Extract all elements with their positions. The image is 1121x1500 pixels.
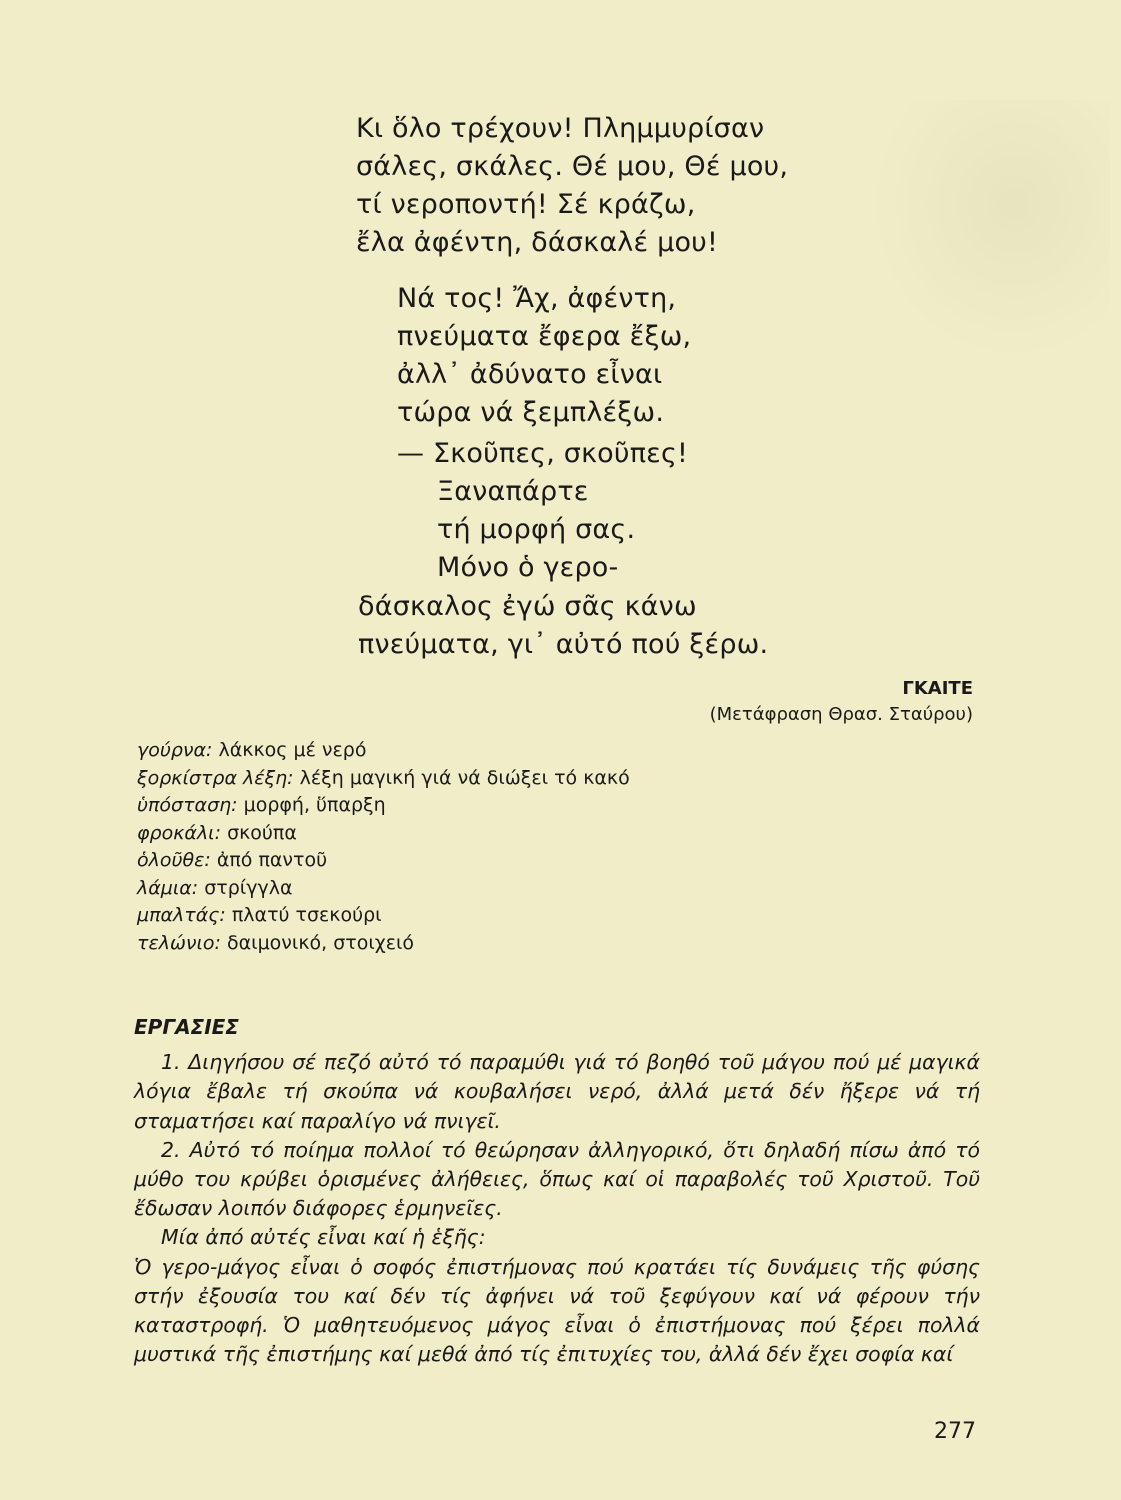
- glossary-term: φροκάλι:: [137, 821, 222, 844]
- glossary-term: ὁλοῦθε:: [137, 849, 211, 871]
- exercise-item-1: 1. Διηγήσου σέ πεζό αὐτό τό παραμύθι γιά τό βοηθό τοῦ μάγου πού μέ μαγικά λόγια ἔβαλε τή σκούπα νά κουβαλήσει νερό, ἀλλά μετά δέν ἤξερε νά τή σταματήσει καί παραλίγο νά πνιγεῖ.: [134, 1050, 980, 1133]
- poem-line: τή μορφή σας.: [437, 514, 636, 545]
- show-through-texture: [870, 100, 1110, 360]
- poem-line: ἔλα ἀφέντη, δάσκαλέ μου!: [356, 227, 719, 258]
- poem-line: σάλες, σκάλες. Θέ μου, Θέ μου,: [356, 151, 789, 182]
- glossary-term: λάμια:: [137, 876, 199, 899]
- poem-line: τώρα νά ξεμπλέξω.: [397, 397, 665, 428]
- glossary-definition: πλατύ τσεκούρι: [231, 904, 382, 926]
- glossary-definition: μορφή, ὕπαρξη: [243, 794, 386, 816]
- glossary-term: ὑπόσταση:: [137, 794, 238, 816]
- author-name: ΓΚΑΙΤΕ: [902, 678, 973, 699]
- glossary-entry: [137, 930, 630, 958]
- poem-line: δάσκαλος ἐγώ σᾶς κάνω: [358, 591, 697, 622]
- poem-line: Μόνο ὁ γερο-: [437, 552, 619, 583]
- glossary: [137, 737, 630, 957]
- glossary-entry: [137, 765, 630, 793]
- poem-line: πνεύματα, γι᾽ αὐτό πού ξέρω.: [358, 629, 769, 660]
- exercises-heading: ΕΡΓΑΣΙΕΣ: [134, 1015, 239, 1039]
- glossary-entry: [137, 902, 630, 930]
- glossary-entry: [137, 875, 630, 903]
- poem-line: τί νεροποντή! Σέ κράζω,: [356, 189, 696, 220]
- poem-line: Νά τος! Ἄχ, ἀφέντη,: [397, 283, 677, 314]
- glossary-entry: [137, 847, 630, 875]
- poem-line: πνεύματα ἔφερα ἔξω,: [397, 321, 692, 352]
- glossary-entry: [137, 737, 630, 765]
- glossary-entry: [137, 792, 630, 820]
- poem-stanza-4: [358, 588, 768, 664]
- exercise-body: Ὁ γερο-μάγος εἶναι ὁ σοφός ἐπιστήμονας πού κρατάει τίς δυνάμεις τῆς φύσης στήν ἐξουσία του καί δέν τίς ἀφήνει νά τοῦ ξεφύγουν καί νά φέρουν τήν καταστροφή. Ὁ μαθητευόμενος μάγος εἶναι ὁ ἐπιστήμονας πού ξέρει πολλά μυστικά τῆς ἐπιστήμης καί μεθά ἀπό τίς ἐπιτυχίες του, ἀλλά δέν ἔχει σοφία καί: [134, 1254, 980, 1367]
- glossary-term: μπαλτάς:: [137, 904, 226, 926]
- poem-line: Ξαναπάρτε: [437, 476, 589, 507]
- glossary-definition: στρίγγλα: [204, 876, 293, 899]
- poem-stanza-2: [397, 280, 691, 432]
- glossary-definition: δαιμονικό, στοιχειό: [226, 931, 415, 954]
- glossary-definition: λέξη μαγική γιά νά διώξει τό κακό: [299, 766, 630, 789]
- poem-stanza-3: [397, 435, 688, 587]
- glossary-definition: λάκκος μέ νερό: [218, 739, 367, 761]
- translator-credit: (Μετάφραση Θρασ. Σταύρου): [709, 704, 973, 725]
- exercises-section: [134, 1013, 980, 1369]
- poem-stanza-1: [356, 110, 788, 262]
- glossary-entry: [137, 820, 630, 848]
- glossary-term: ξορκίστρα λέξη:: [137, 766, 294, 789]
- exercise-intro: Μία ἀπό αὐτές εἶναι καί ἡ ἑξῆς:: [161, 1225, 486, 1250]
- poem-line: Κι ὅλο τρέχουν! Πλημμυρίσαν: [356, 113, 765, 144]
- exercise-item-2: 2. Αὐτό τό ποίημα πολλοί τό θεώρησαν ἀλληγορικό, ὅτι δηλαδή πίσω ἀπό τό μύθο του κρύβει ὁρισμένες ἀλήθειες, ὅπως καί οἱ παραβολές τοῦ Χριστοῦ. Τοῦ ἔδωσαν λοιπόν διάφορες ἑρμηνεῖες.: [134, 1137, 980, 1221]
- poem-line: ἀλλ᾽ ἀδύνατο εἶναι: [397, 359, 663, 390]
- glossary-definition: σκούπα: [227, 821, 297, 844]
- glossary-term: τελώνιο:: [137, 931, 221, 954]
- page-number: 277: [934, 1419, 976, 1444]
- attribution: [710, 676, 973, 728]
- glossary-term: γούρνα:: [137, 739, 213, 761]
- glossary-definition: ἀπό παντοῦ: [216, 849, 328, 871]
- poem-line: — Σκοῦπες, σκοῦπες!: [397, 438, 689, 469]
